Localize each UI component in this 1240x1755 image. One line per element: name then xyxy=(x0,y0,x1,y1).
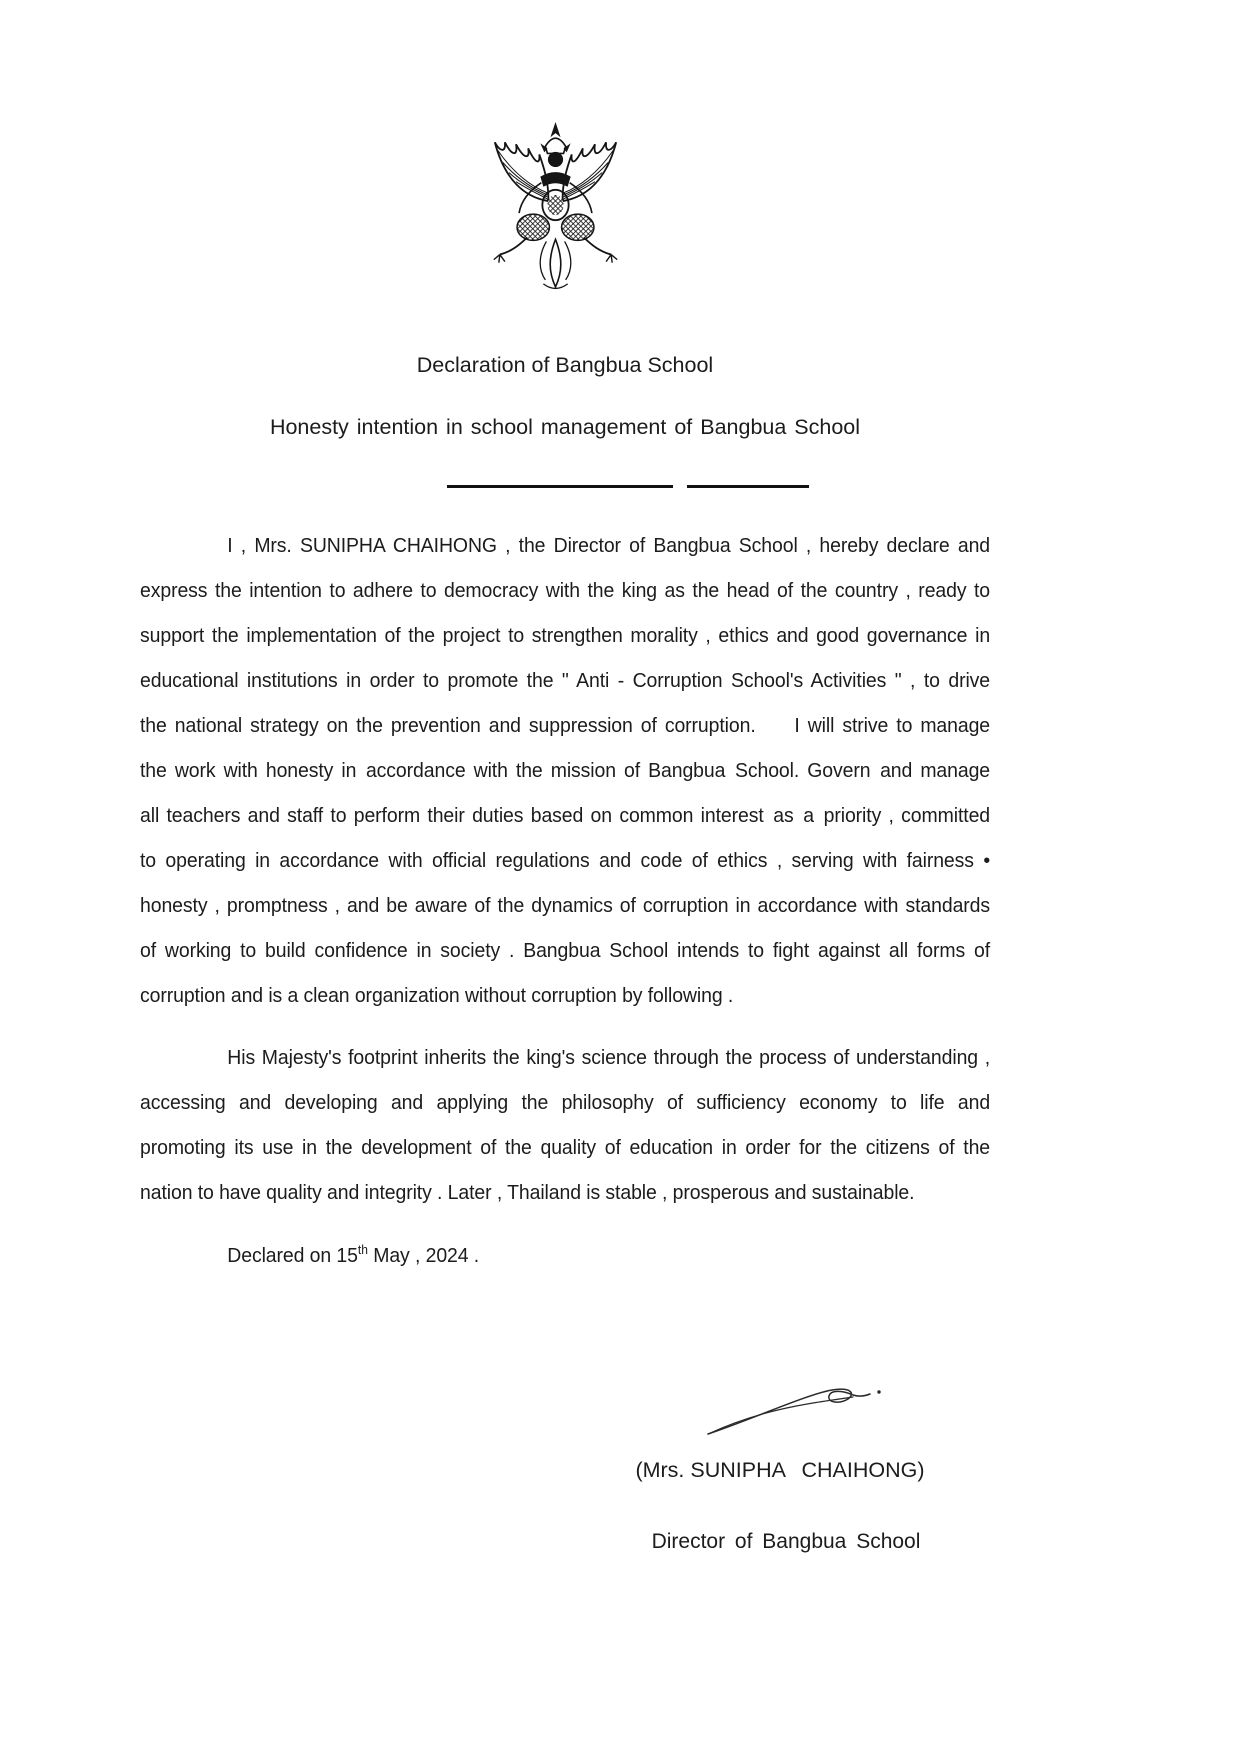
paragraph-1-line: express the intention to adhere to democracy with the king as the head of the country , ready to xyxy=(140,579,991,602)
paragraph-1-line: of working to build confidence in society . Bangbua School intends to fight against all forms of xyxy=(140,939,991,962)
paragraph-1 xyxy=(140,523,990,1018)
garuda-emblem xyxy=(483,120,628,292)
declared-prefix: Declared on 15 xyxy=(227,1244,358,1267)
declared-suffix: May , 2024 . xyxy=(367,1244,480,1267)
divider-rule-long xyxy=(447,485,673,488)
paragraph-2-line: His Majesty's footprint inherits the king's science through the process of understanding , xyxy=(227,1046,991,1069)
declaration-date-line xyxy=(140,1233,990,1278)
paragraph-1-line: support the implementation of the project to strengthen morality , ethics and good governance in xyxy=(140,624,991,647)
paragraph-1-line: honesty , promptness , and be aware of the dynamics of corruption in accordance with standards xyxy=(140,894,991,917)
signer-title: Director of Bangbua School xyxy=(651,1530,921,1553)
divider xyxy=(140,485,990,491)
document-subtitle: Honesty intention in school management of Bangbua School xyxy=(269,415,861,439)
paragraph-1-line: to operating in accordance with official regulations and code of ethics , serving with fairness • xyxy=(140,849,991,872)
paragraph-1-line: educational institutions in order to promote the " Anti - Corruption School's Activities " , to drive xyxy=(140,669,991,692)
paragraph-1-line: the work with honesty in accordance with the mission of Bangbua School. Govern and manage xyxy=(140,759,991,782)
declaration-date xyxy=(140,1233,990,1278)
signer-name: (Mrs. SUNIPHA CHAIHONG) xyxy=(635,1458,925,1482)
paragraph-2-line: nation to have quality and integrity . Later , Thailand is stable , prosperous and sustainable. xyxy=(140,1181,915,1204)
paragraph-2 xyxy=(140,1035,990,1215)
paragraph-1-line: the national strategy on the prevention and suppression of corruption. I will strive to manage xyxy=(140,714,991,737)
paragraph-1-line: all teachers and staff to perform their duties based on common interest as a priority , committed xyxy=(140,804,991,827)
document-title: Declaration of Bangbua School xyxy=(416,353,714,377)
paragraph-1-line: corruption and is a clean organization without corruption by following . xyxy=(140,984,734,1007)
signature-image xyxy=(700,1376,890,1444)
ordinal-suffix: th xyxy=(357,1242,368,1258)
paragraph-2-line: promoting its use in the development of the quality of education in order for the citizens of the xyxy=(140,1136,991,1159)
paragraph-2-line: accessing and developing and applying the philosophy of sufficiency economy to life and xyxy=(140,1091,991,1114)
divider-rule-short xyxy=(687,485,809,488)
paragraph-1-line: I , Mrs. SUNIPHA CHAIHONG , the Director of Bangbua School , hereby declare and xyxy=(227,534,991,557)
